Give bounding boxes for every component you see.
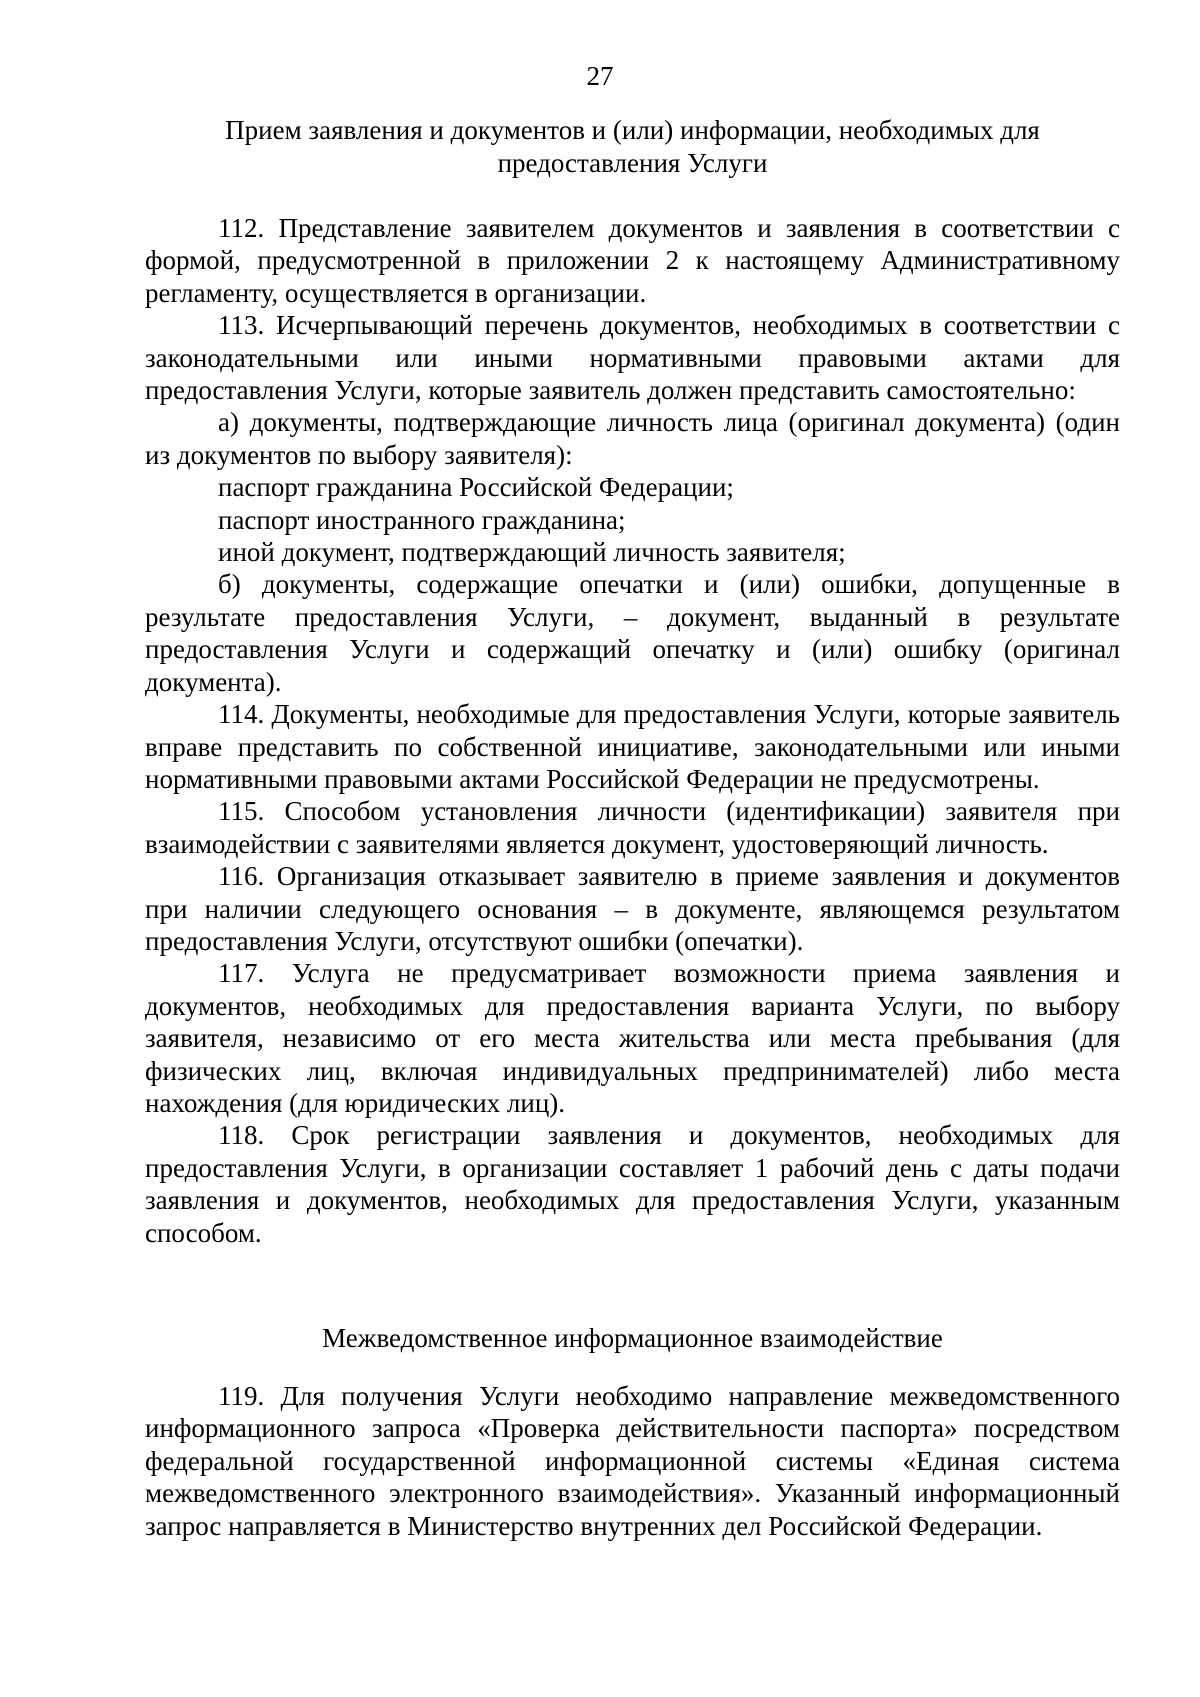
section-heading-interagency: Межведомственное информационное взаимодействие: [322, 1323, 943, 1353]
paragraph-118: 118. Срок регистрации заявления и документов, необходимых для предоставления Услуги, в организации составляет 1 рабочий день с даты подачи заявления и документов, необходимых для предоставления Услуги, указанным способом.: [145, 1120, 1120, 1248]
paragraph-113-b: б) документы, содержащие опечатки и (или) ошибки, допущенные в результате предоставления Услуги, – документ, выданный в результате предоставления Услуги и содержащий опечатку и (или) ошибку (оригинал документа).: [145, 569, 1120, 697]
paragraph-113: 113. Исчерпывающий перечень документов, необходимых в соответствии с законодательными или иными нормативными правовыми актами для предоставления Услуги, которые заявитель должен представить самостоятельно:: [145, 310, 1120, 406]
paragraph-119: 119. Для получения Услуги необходимо направление межведомственного информационного запроса «Проверка действительности паспорта» посредством федеральной государственной информационной системы «Единая система межведомственного электронного взаимодействия». Указанный информационный запрос направляется в Министерство внутренних дел Российской Федерации.: [145, 1381, 1120, 1541]
list-item-passport-foreign: паспорт иностранного гражданина;: [218, 504, 626, 535]
paragraph-116: 116. Организация отказывает заявителю в приеме заявления и документов при наличии следующего основания – в документе, являющемся результатом предоставления Услуги, отсутствуют ошибки (опечатки).: [145, 861, 1120, 956]
section-body-interagency: [145, 1380, 1120, 1542]
section-body-reception: [145, 212, 1120, 1249]
page-number: 27: [586, 61, 614, 91]
paragraph-117: 117. Услуга не предусматривает возможности приема заявления и документов, необходимых для предоставления варианта Услуги, по выбору заявителя, независимо от его места жительства или места пребывания (для физических лиц, включая индивидуальных предпринимателей) либо места нахождения (для юридических лиц).: [145, 958, 1120, 1118]
paragraph-113-a: а) документы, подтверждающие личность лица (оригинал документа) (один из документов по выбору заявителя):: [145, 407, 1120, 470]
list-item-other-document: иной документ, подтверждающий личность заявителя;: [218, 537, 846, 568]
paragraph-112: 112. Представление заявителем документов и заявления в соответствии с формой, предусмотренной в приложении 2 к настоящему Административному регламенту, осуществляется в организации.: [145, 213, 1120, 308]
paragraph-114: 114. Документы, необходимые для предоставления Услуги, которые заявитель вправе представить по собственной инициативе, законодательными или иными нормативными правовыми актами Российской Федерации не предусмотрены.: [145, 699, 1120, 794]
paragraph-115: 115. Способом установления личности (идентификации) заявителя при взаимодействии с заявителями является документ, удостоверяющий личность.: [145, 796, 1120, 859]
list-item-passport-rf: паспорт гражданина Российской Федерации;: [218, 472, 734, 503]
section-heading-reception: Прием заявления и документов и (или) информации, необходимых для предоставления Услуги: [225, 115, 1040, 178]
